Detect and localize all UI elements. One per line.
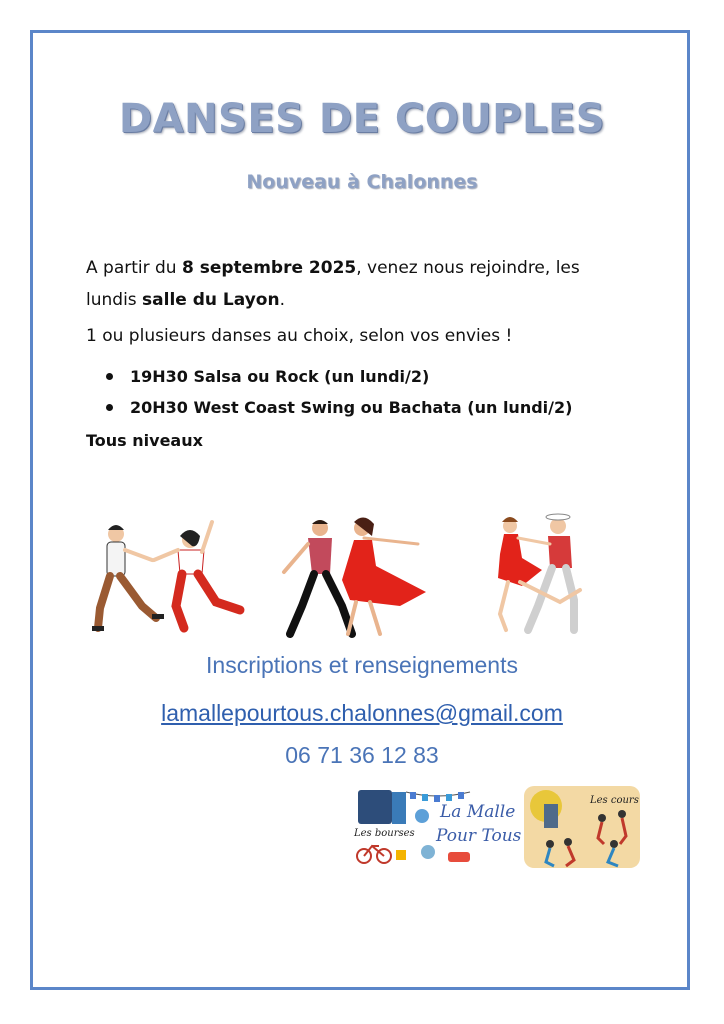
logo-line-1: La Malle [440,802,516,822]
bullet-icon [106,373,113,380]
bicycle-icon [357,846,391,863]
logo-line-2: Pour Tous [436,826,522,846]
session-text: 19H30 Salsa ou Rock (un lundi/2) [130,367,430,386]
phone-number: 06 71 36 12 83 [285,742,439,768]
dancers-illustration [80,510,640,645]
intro-text-3: lundis [86,290,143,310]
email-link[interactable]: lamallepourtous.chalonnes@gmail.com [161,700,563,726]
choice-paragraph: 1 ou plusieurs danses au choix, selon vos envies ! [86,326,513,346]
poster-subtitle: Nouveau à Chalonnes [246,171,478,193]
levels-label: Tous niveaux [86,431,203,450]
session-list [86,361,572,423]
venue-name: salle du Layon [142,290,280,310]
bullet-icon [106,404,113,411]
reader-icon [544,804,558,828]
logo-label-cours: Les cours [590,795,639,806]
poster-title: DANSES DE COUPLES [118,96,606,142]
start-date: 8 septembre 2025 [181,258,357,278]
session-text: 20H30 West Coast Swing ou Bachata (un lundi/2) [130,398,573,417]
intro-text-1: A partir du [86,258,182,278]
intro-text-4: . [279,290,285,310]
garland-icon [406,792,470,802]
robot-icon [421,845,435,859]
intro-paragraph [86,252,646,316]
clothes-rack-icon [358,790,392,824]
logo-label-bourses: Les bourses [354,828,415,839]
latin-couple-image [284,517,426,634]
clothes-icon [392,792,406,824]
stroller-icon [415,809,429,823]
intro-text-2: , venez nous rejoindre, les [356,258,580,278]
salsa-couple-image [498,514,580,630]
inscriptions-heading: Inscriptions et renseignements [206,652,518,678]
list-item [86,361,572,392]
rock-couple-image [92,522,240,631]
toy-icon [396,850,406,860]
toy-car-icon [448,852,470,862]
la-malle-pour-tous-logo [352,784,642,870]
list-item [86,392,572,423]
